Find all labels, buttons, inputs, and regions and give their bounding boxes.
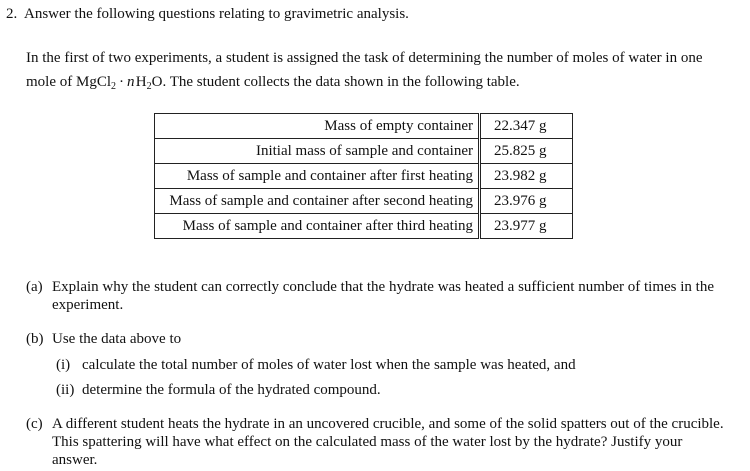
table-row <box>155 114 573 139</box>
part-b-tag: (b) <box>26 331 44 347</box>
part-c-tag: (c) <box>26 416 43 432</box>
part-a-text: Explain why the student can correctly conclude that the hydrate was heated a sufficient number of times in the experiment. <box>52 279 714 313</box>
sub-i-text: calculate the total number of moles of water lost when the sample was heated, and <box>82 357 576 373</box>
table-row <box>155 139 573 164</box>
sub-i-tag: (i) <box>56 357 71 373</box>
part-b-text: Use the data above to <box>52 331 182 347</box>
part-c-text: A different student heats the hydrate in an uncovered crucible, and some of the solid spatters out of the crucible. This spattering will have what effect on the calculated mass of the water lost by the hydrate? Justify your answer. <box>52 416 724 468</box>
sub-ii-tag: (ii) <box>56 382 75 398</box>
part-b-sub-ii <box>56 381 381 399</box>
part-b <box>26 330 726 348</box>
formula: MgCl$_2$ · n $H_2O$ <box>76 74 163 92</box>
question-prompt: Answer the following questions relating to gravimetric analysis. <box>24 6 409 22</box>
part-a <box>26 278 726 314</box>
sub-ii-text: determine the formula of the hydrated compound. <box>82 382 381 398</box>
row-value: 22.347 g <box>480 114 573 139</box>
intro-line-1: In the first of two experiments, a student is assigned the task of determining the number of moles of water in one <box>26 50 703 66</box>
row-label: Initial mass of sample and container <box>155 139 480 164</box>
table-row <box>155 164 573 189</box>
row-value: 23.982 g <box>480 164 573 189</box>
row-value: 25.825 g <box>480 139 573 164</box>
intro-line-2: mole of MgCl$_2$ · n $H_2O$. The student collects the data shown in the following table. <box>26 74 520 92</box>
table-row <box>155 214 573 239</box>
row-value: 23.976 g <box>480 189 573 214</box>
question-number: 2. <box>6 6 18 22</box>
intro-paragraph <box>26 46 726 94</box>
row-value: 23.977 g <box>480 214 573 239</box>
question-heading <box>6 6 409 23</box>
row-label: Mass of sample and container after second heating <box>155 189 480 214</box>
part-a-tag: (a) <box>26 279 43 295</box>
data-table <box>154 113 573 239</box>
row-label: Mass of sample and container after first heating <box>155 164 480 189</box>
part-b-sub-i <box>56 356 576 374</box>
table-row <box>155 189 573 214</box>
row-label: Mass of sample and container after third heating <box>155 214 480 239</box>
row-label: Mass of empty container <box>155 114 480 139</box>
part-c <box>26 415 726 469</box>
